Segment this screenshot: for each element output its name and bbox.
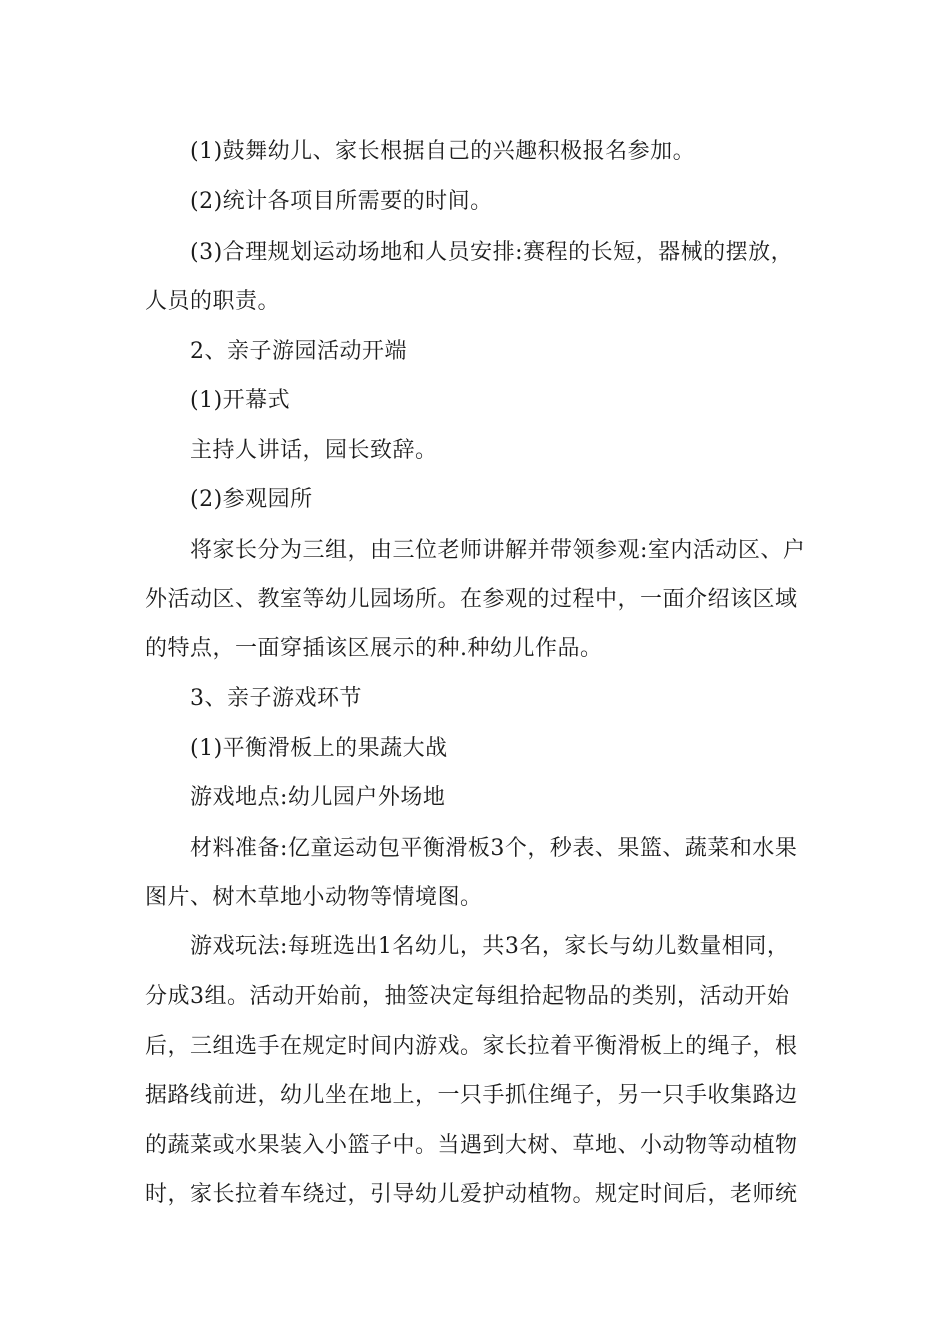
text-line-15: 材料准备:亿童运动包平衡滑板3个，秒表、果篮、蔬菜和水果	[190, 836, 798, 861]
text-line-4: 人员的职责。	[145, 289, 281, 314]
text-line-11: 的特点，一面穿插该区展示的种.种幼儿作品。	[145, 636, 603, 661]
text-line-9: 将家长分为三组，由三位老师讲解并带领参观:室内活动区、户	[190, 538, 806, 563]
text-line-13: (1)平衡滑板上的果蔬大战	[190, 736, 448, 761]
text-line-16: 图片、树木草地小动物等情境图。	[145, 885, 483, 910]
text-line-7: 主持人讲话，园长致辞。	[190, 438, 438, 463]
text-line-14: 游戏地点:幼儿园户外场地	[190, 785, 446, 810]
text-line-20: 据路线前进，幼儿坐在地上，一只手抓住绳子，另一只手收集路边	[145, 1083, 798, 1108]
text-line-10: 外活动区、教室等幼儿园场所。在参观的过程中，一面介绍该区域	[145, 587, 798, 612]
text-line-18: 分成3组。活动开始前，抽签决定每组拾起物品的类别，活动开始	[145, 984, 790, 1009]
text-line-1: (1)鼓舞幼儿、家长根据自己的兴趣积极报名参加。	[190, 139, 696, 164]
text-line-6: (1)开幕式	[190, 388, 291, 413]
text-line-22: 时，家长拉着车绕过，引导幼儿爱护动植物。规定时间后，老师统	[145, 1182, 798, 1207]
text-line-21: 的蔬菜或水果装入小篮子中。当遇到大树、草地、小动物等动植物	[145, 1133, 798, 1158]
text-line-3: (3)合理规划运动场地和人员安排:赛程的长短，器械的摆放，	[190, 240, 794, 265]
section-heading-3: 3、亲子游戏环节	[190, 686, 362, 711]
text-line-19: 后，三组选手在规定时间内游戏。家长拉着平衡滑板上的绳子，根	[145, 1034, 798, 1059]
text-line-2: (2)统计各项目所需要的时间。	[190, 189, 493, 214]
section-heading-2: 2、亲子游园活动开端	[190, 339, 407, 364]
text-line-17: 游戏玩法:每班选出1名幼儿，共3名，家长与幼儿数量相同，	[190, 934, 790, 959]
text-line-8: (2)参观园所	[190, 487, 313, 512]
